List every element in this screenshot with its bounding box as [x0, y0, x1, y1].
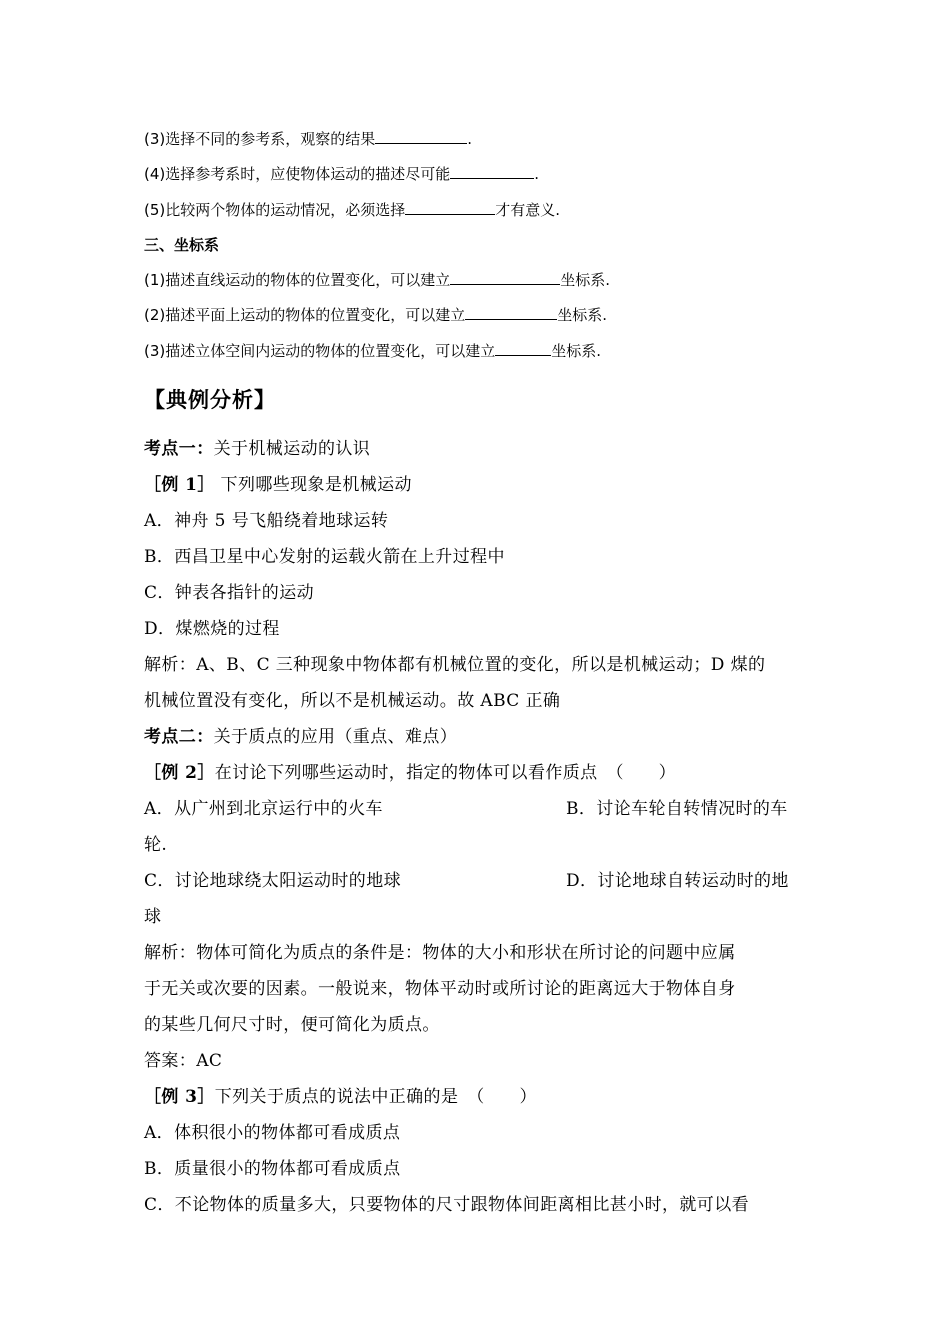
topic-text: 关于质点的应用（重点、难点） — [213, 727, 458, 747]
example-two-analysis-line-1: 解析：物体可简化为质点的条件是：物体的大小和形状在所讨论的问题中应属 — [144, 943, 736, 963]
example-two-option-c: C．讨论地球绕太阳运动时的地球 — [144, 871, 402, 891]
answer-blank[interactable] — [495, 340, 551, 356]
answer-blank[interactable] — [375, 128, 467, 144]
example-three-option-b: B．质量很小的物体都可看成质点 — [144, 1159, 401, 1179]
item-suffix: . — [534, 165, 540, 183]
example-three-option-a: A．体积很小的物体都可看成质点 — [144, 1123, 401, 1143]
question-text: 在讨论下列哪些运动时，指定的物体可以看作质点 （ ） — [214, 763, 677, 783]
example-two-analysis-line-3: 的某些几何尺寸时，便可简化为质点。 — [144, 1015, 440, 1035]
answer-blank[interactable] — [450, 163, 534, 179]
item-text: (5)比较两个物体的运动情况，必须选择 — [144, 201, 406, 219]
example-one-option-a: A．神舟 5 号飞船绕着地球运转 — [144, 511, 389, 531]
item-text: (4)选择参考系时，应使物体运动的描述尽可能 — [144, 165, 451, 183]
topic-label: 考点二： — [144, 727, 214, 747]
question-text: 下列哪些现象是机械运动 — [214, 475, 412, 495]
topic-two-line — [144, 722, 457, 747]
example-two-option-b-cont: 轮. — [144, 835, 168, 855]
example-label: ［例 3］ — [144, 1087, 215, 1107]
example-one-analysis-line-2: 机械位置没有变化，所以不是机械运动。故 ABC 正确 — [144, 691, 561, 711]
item-suffix: 坐标系. — [560, 271, 611, 289]
example-two-question — [144, 758, 676, 783]
answer-blank[interactable] — [465, 304, 557, 320]
example-three-option-c: C．不论物体的质量多大，只要物体的尺寸跟物体间距离相比甚小时，就可以看 — [144, 1195, 750, 1215]
item-suffix: 才有意义. — [495, 201, 561, 219]
example-one-option-d: D．煤燃烧的过程 — [144, 619, 280, 639]
item-suffix: 坐标系. — [557, 306, 608, 324]
example-one-analysis-line-1: 解析：A、B、C 三种现象中物体都有机械位置的变化，所以是机械运动；D 煤的 — [144, 655, 766, 675]
item-text: (1)描述直线运动的物体的位置变化，可以建立 — [144, 271, 451, 289]
example-one-option-b: B．西昌卫星中心发射的运载火箭在上升过程中 — [144, 547, 505, 567]
fill-item-linear-coordinates — [144, 269, 610, 290]
section-heading-coordinates: 三、坐标系 — [144, 236, 220, 254]
example-one-question — [144, 470, 412, 495]
item-suffix: 坐标系. — [551, 342, 602, 360]
example-two-option-b: B．讨论车轮自转情况时的车 — [566, 799, 788, 819]
item-text: (3)描述立体空间内运动的物体的位置变化，可以建立 — [144, 342, 496, 360]
item-suffix: . — [467, 130, 473, 148]
analysis-heading: 【典例分析】 — [144, 387, 276, 412]
fill-item-space-coordinates — [144, 340, 601, 361]
example-three-question — [144, 1082, 537, 1107]
example-two-option-d: D．讨论地球自转运动时的地 — [566, 871, 789, 891]
example-two-option-a: A．从广州到北京运行中的火车 — [144, 799, 383, 819]
fill-item-compare-motion — [144, 199, 560, 220]
item-text: (3)选择不同的参考系，观察的结果 — [144, 130, 376, 148]
question-text: 下列关于质点的说法中正确的是 （ ） — [214, 1087, 537, 1107]
topic-one-line — [144, 434, 370, 459]
answer-blank[interactable] — [450, 269, 560, 285]
item-text: (2)描述平面上运动的物体的位置变化，可以建立 — [144, 306, 466, 324]
example-two-answer: 答案：AC — [144, 1051, 223, 1071]
fill-item-observe-result — [144, 128, 472, 149]
topic-text: 关于机械运动的认识 — [213, 439, 371, 459]
fill-item-reference-choice — [144, 163, 539, 184]
example-two-option-d-cont: 球 — [144, 907, 162, 927]
topic-label: 考点一： — [144, 439, 214, 459]
example-label: ［例 2］ — [144, 763, 215, 783]
answer-blank[interactable] — [405, 199, 495, 215]
fill-item-plane-coordinates — [144, 304, 607, 325]
example-label: ［例 1］ — [144, 475, 215, 495]
example-one-option-c: C．钟表各指针的运动 — [144, 583, 315, 603]
example-two-analysis-line-2: 于无关或次要的因素。一般说来，物体平动时或所讨论的距离远大于物体自身 — [144, 979, 736, 999]
